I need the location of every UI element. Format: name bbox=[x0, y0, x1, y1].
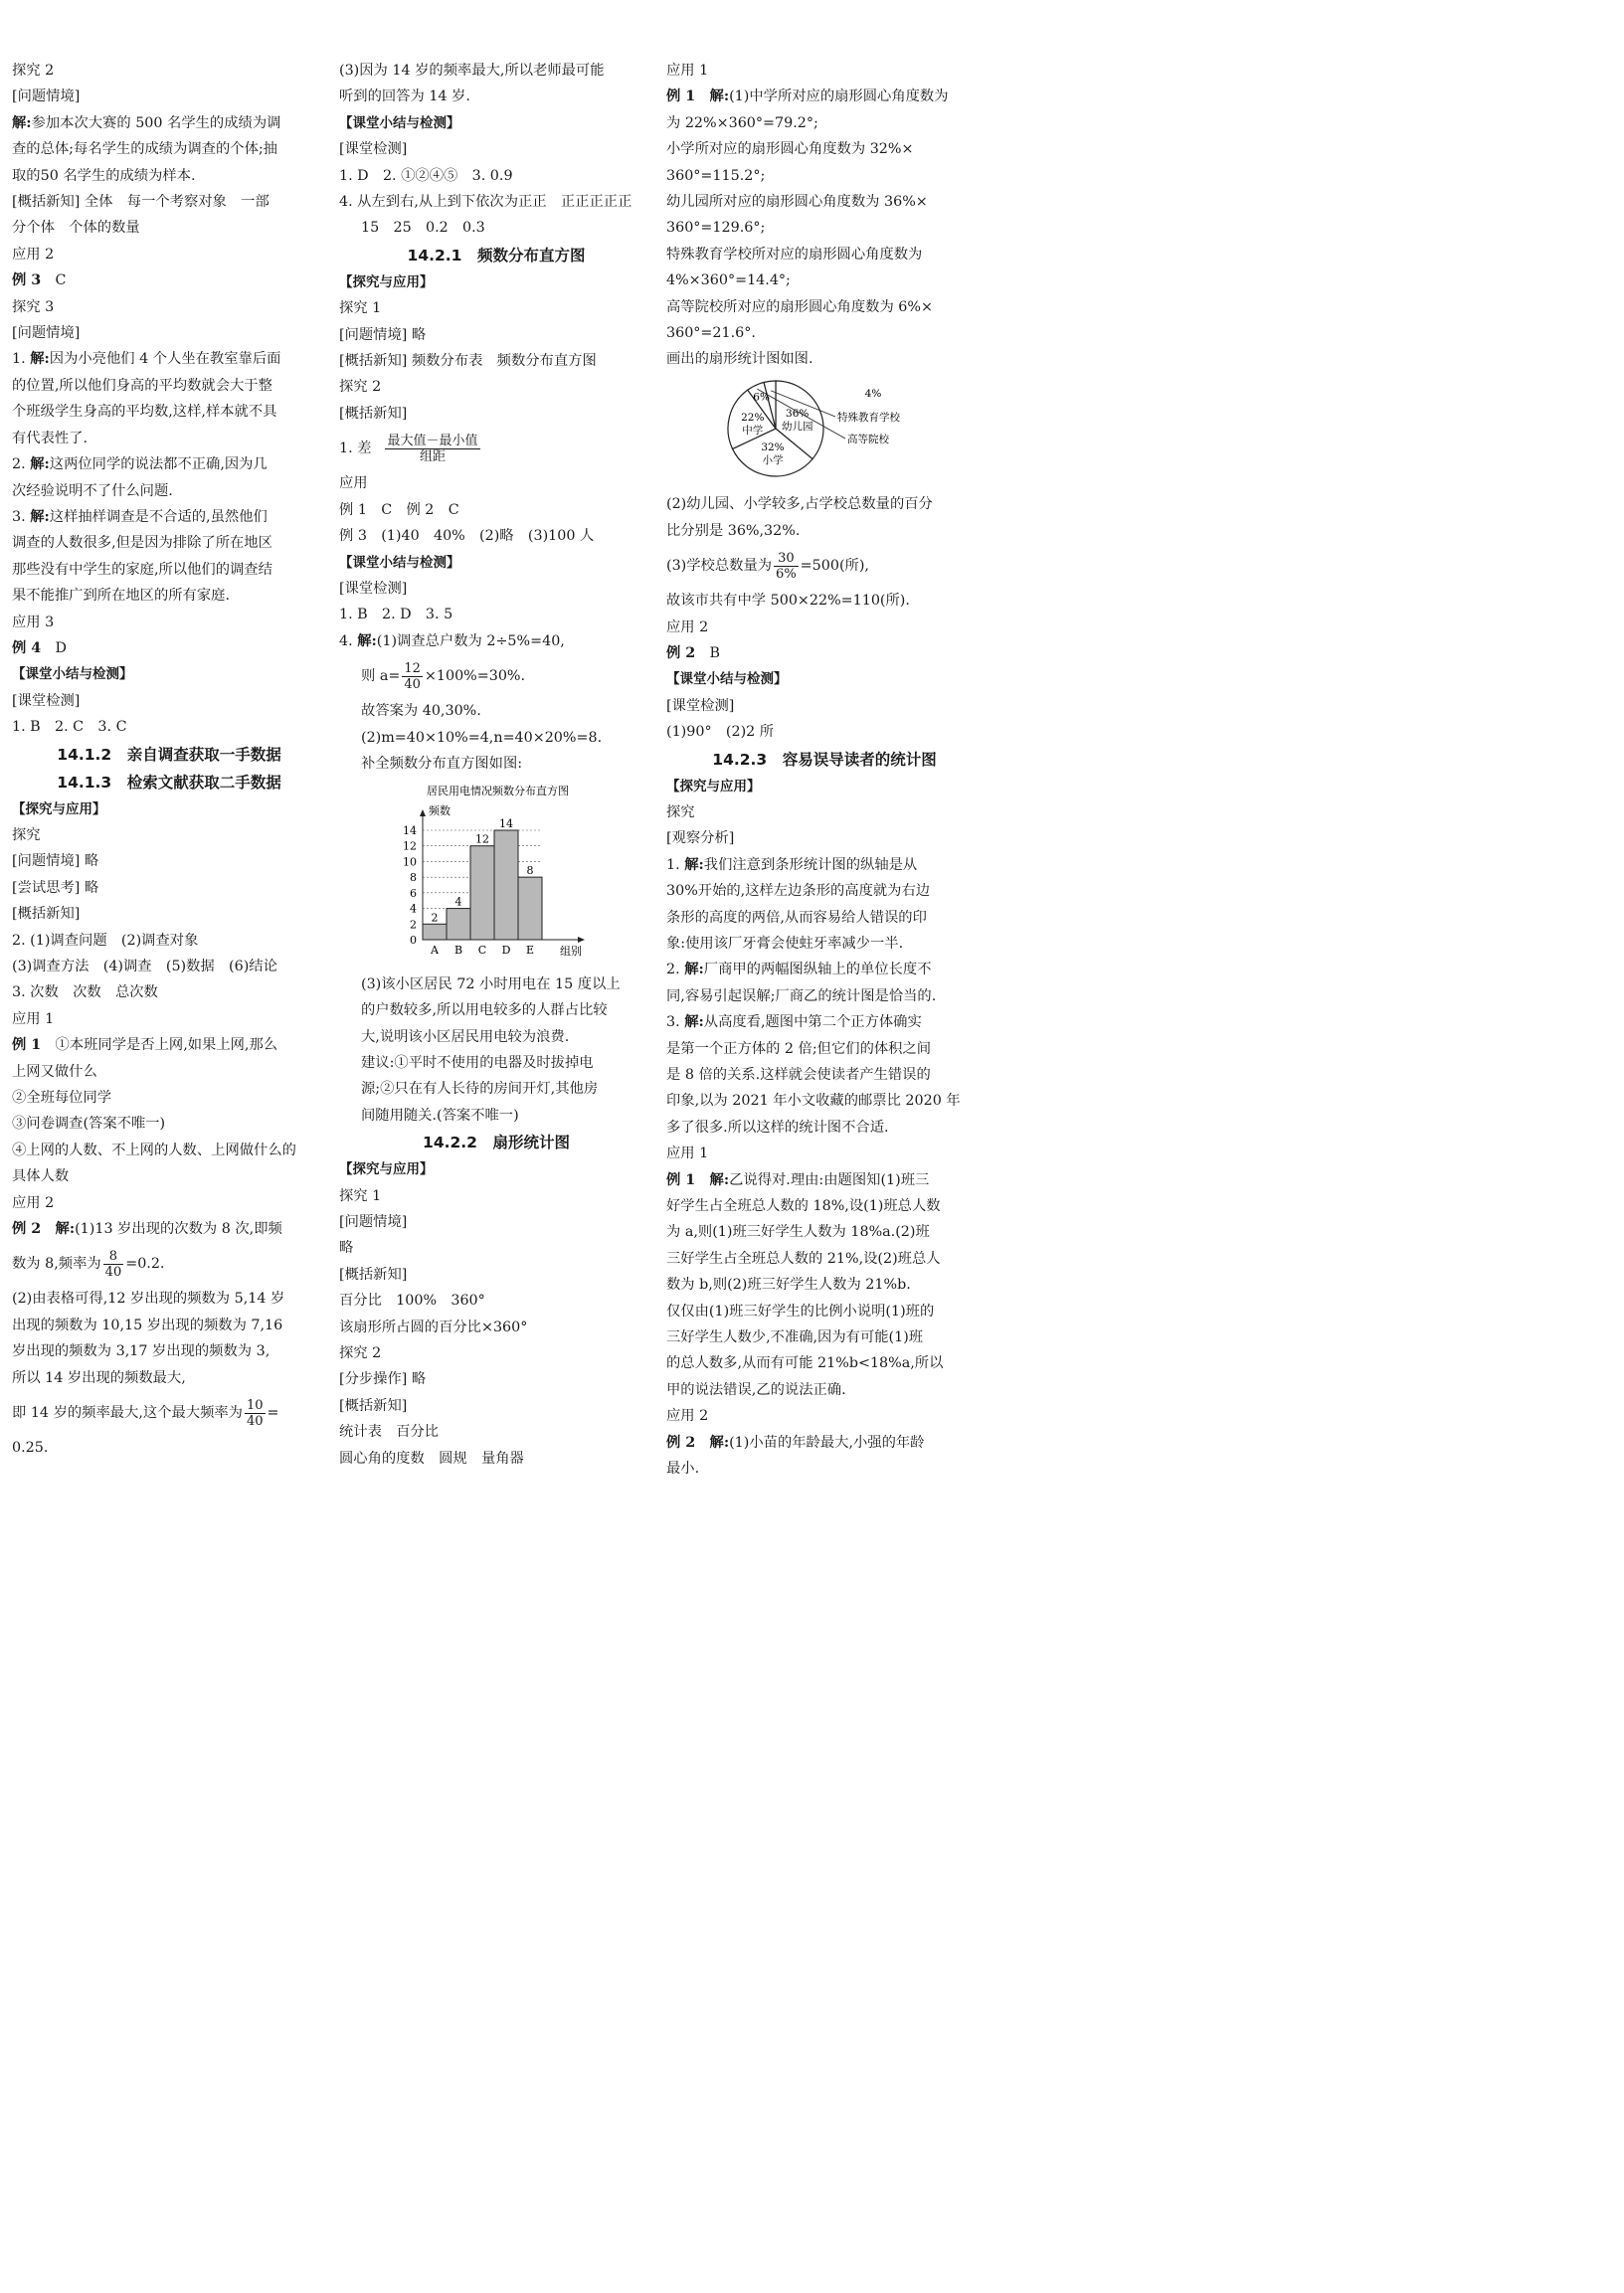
text-line: 同,容易引起误解;厂商乙的统计图是恰当的. bbox=[666, 987, 937, 1004]
pie-pct-label: 32% bbox=[761, 441, 785, 453]
text-line: 的总人数多,从而有可能 21%b<18%a,所以 bbox=[666, 1355, 944, 1372]
text-line: 应用 2 bbox=[666, 618, 709, 635]
text-line: 出现的频数为 10,15 岁出现的频数为 7,16 bbox=[12, 1317, 283, 1333]
y-axis-label: 频数 bbox=[429, 804, 451, 818]
text-line: 听到的回答为 14 岁. bbox=[339, 88, 470, 105]
section-heading: 【探究与应用】 bbox=[12, 800, 106, 817]
y-tick-label: 8 bbox=[410, 871, 417, 885]
text-line: 3. 解:从高度看,题图中第二个正方体确实 bbox=[666, 1014, 922, 1031]
text-line: [概括新知] bbox=[339, 1266, 408, 1283]
text-line: [尝试思考] 略 bbox=[12, 879, 99, 896]
fraction: $\frac{12}{40}$ bbox=[404, 660, 421, 692]
text-line: 条形的高度的两倍,从而容易给人错误的印 bbox=[666, 909, 927, 926]
text-line: 应用 bbox=[339, 475, 368, 492]
text-line: 例 2 解:(1)13 岁出现的次数为 8 次,即频 bbox=[12, 1221, 282, 1238]
text-line: 小学所对应的扇形圆心角度数为 32%× bbox=[666, 141, 914, 158]
pie-slice-label: 特殊教育学校 bbox=[837, 411, 900, 424]
pie-chart bbox=[724, 377, 963, 480]
text-line: 那些没有中学生的家庭,所以他们的调查结 bbox=[12, 561, 272, 578]
text-line: [概括新知] bbox=[339, 1397, 408, 1414]
pie-pct-label: 6% bbox=[753, 391, 770, 404]
text-line: 是第一个正方体的 2 倍;但它们的体积之间 bbox=[666, 1040, 932, 1057]
text-line: [问题情境] 略 bbox=[339, 326, 427, 343]
chapter-heading: 14.2.1 频数分布直方图 bbox=[407, 246, 586, 265]
text-line: 故该市共有中学 500×22%=110(所). bbox=[666, 593, 910, 610]
text-line: 应用 3 bbox=[12, 614, 55, 630]
text-line: 例 3 C bbox=[12, 272, 67, 289]
text-line: [问题情境] bbox=[339, 1214, 408, 1230]
text-line: 0.25. bbox=[12, 1440, 49, 1457]
pie-slice-label: 中学 bbox=[742, 424, 764, 437]
pie-pct-label: 36% bbox=[786, 407, 810, 420]
text-line: 例 1 ①本班同学是否上网,如果上网,那么 bbox=[12, 1037, 278, 1054]
text-line: 探究 1 bbox=[339, 300, 382, 317]
text-line: (2)m=40×10%=4,n=40×20%=8. bbox=[361, 729, 603, 746]
x-tick-label: C bbox=[477, 944, 487, 958]
chapter-heading: 14.1.2 亲自调查获取一手数据 bbox=[57, 745, 281, 764]
text-line: [问题情境] bbox=[12, 325, 81, 342]
pie-slice-label: 小学 bbox=[762, 453, 784, 466]
section-heading: 【探究与应用】 bbox=[339, 1161, 434, 1178]
text-line: 1. B 2. D 3. 5 bbox=[339, 607, 453, 623]
text-line: ③问卷调查(答案不唯一) bbox=[12, 1116, 166, 1133]
text-line: 2. 解:这两位同学的说法都不正确,因为几 bbox=[12, 456, 268, 473]
text-line: 1. D 2. ①②④⑤ 3. 0.9 bbox=[339, 167, 513, 184]
text-line: 应用 1 bbox=[666, 63, 709, 79]
text-line: 应用 1 bbox=[12, 1010, 55, 1027]
text-line: 探究 2 bbox=[339, 379, 382, 396]
text-line: 圆心角的度数 圆规 量角器 bbox=[339, 1450, 524, 1467]
y-tick-label: 6 bbox=[410, 887, 417, 901]
chapter-heading: 14.2.2 扇形统计图 bbox=[423, 1134, 570, 1152]
text-line: 统计表 百分比 bbox=[339, 1424, 440, 1441]
text-line: 解:参加本次大赛的 500 名学生的成绩为调 bbox=[12, 114, 281, 131]
bar-value-label: 4 bbox=[454, 895, 462, 909]
text-line: 3. 次数 次数 总次数 bbox=[12, 984, 158, 1001]
text-line: [概括新知] bbox=[12, 906, 81, 923]
text-line: 上网又做什么 bbox=[12, 1063, 97, 1080]
text-line: 4%×360°=14.4°; bbox=[666, 272, 791, 289]
text-line: 为 a,则(1)班三好学生人数为 18%a.(2)班 bbox=[666, 1224, 930, 1241]
histogram-chart bbox=[365, 781, 624, 960]
text-line: (3)学校总数量为 $\frac{30}{6\%}$ =500(所), bbox=[666, 550, 869, 582]
text-line: [概括新知] bbox=[339, 405, 408, 422]
column-1 bbox=[12, 58, 326, 1462]
text-line: 探究 3 bbox=[12, 298, 55, 315]
text-line: 分个体 个体的数量 bbox=[12, 220, 140, 237]
text-line: (2)幼儿园、小学较多,占学校总数量的百分 bbox=[666, 496, 933, 513]
text-line: 4. 解:(1)调查总户数为 2÷5%=40, bbox=[339, 632, 565, 649]
text-line: 即 14 岁的频率最大,这个最大频率为 $\frac{10}{40}$ = bbox=[12, 1397, 279, 1429]
text-line: 探究 2 bbox=[12, 63, 55, 79]
text-line: 2. 解:厂商甲的两幅图纵轴上的单位长度不 bbox=[666, 962, 932, 978]
text-line: [概括新知] 频数分布表 频数分布直方图 bbox=[339, 353, 597, 370]
text-line: 的位置,所以他们身高的平均数就会大于整 bbox=[12, 377, 272, 394]
chart-title: 居民用电情况频数分布直方图 bbox=[427, 785, 569, 798]
text-line: 数为 8,频率为 $\frac{8}{40}$ =0.2. bbox=[12, 1248, 165, 1280]
text-line: 有代表性了. bbox=[12, 430, 89, 446]
fraction: $\frac{8}{40}$ bbox=[104, 1248, 122, 1280]
text-line: 15 25 0.2 0.3 bbox=[361, 220, 485, 237]
bar-value-label: 12 bbox=[475, 833, 489, 847]
text-line: 是 8 倍的关系.这样就会使读者产生错误的 bbox=[666, 1067, 931, 1083]
fraction: $\frac{10}{40}$ bbox=[246, 1397, 264, 1429]
text-line: 探究 2 bbox=[339, 1345, 382, 1362]
y-tick-label: 0 bbox=[410, 934, 417, 948]
text-line: 补全频数分布直方图如图: bbox=[361, 755, 523, 772]
text-line: 源;②只在有人长待的房间开灯,其他房 bbox=[361, 1081, 599, 1098]
text-line: 个班级学生身高的平均数,这样,样本就不具 bbox=[12, 404, 277, 421]
section-heading: 【探究与应用】 bbox=[339, 273, 434, 290]
text-line: 例 1 C 例 2 C bbox=[339, 501, 459, 518]
text-line: 建议:①平时不使用的电器及时拔掉电 bbox=[361, 1054, 594, 1071]
text-line: [观察分析] bbox=[666, 830, 735, 847]
text-line: 大,说明该小区居民用电较为浪费. bbox=[361, 1028, 570, 1045]
text-line: 所以 14 岁出现的频数最大, bbox=[12, 1369, 186, 1386]
text-line: [课堂检测] bbox=[339, 580, 408, 597]
text-line: 次经验说明不了什么问题. bbox=[12, 482, 173, 499]
text-line: 取的50 名学生的成绩为样本. bbox=[12, 167, 196, 184]
column-2 bbox=[339, 58, 653, 1472]
text-line: 360°=129.6°; bbox=[666, 220, 766, 237]
chapter-heading: 14.2.3 容易误导读者的统计图 bbox=[712, 750, 937, 769]
section-heading: 【课堂小结与检测】 bbox=[339, 114, 460, 131]
text-line: 画出的扇形统计图如图. bbox=[666, 351, 813, 368]
y-tick-label: 12 bbox=[403, 840, 417, 854]
text-line: 2. (1)调查问题 (2)调查对象 bbox=[12, 932, 199, 949]
section-heading: 【课堂小结与检测】 bbox=[339, 554, 460, 571]
pie-slice-label: 幼儿园 bbox=[781, 420, 813, 433]
text-line: ②全班每位同学 bbox=[12, 1090, 112, 1107]
text-line: 果不能推广到所在地区的所有家庭. bbox=[12, 588, 230, 605]
text-line: 探究 bbox=[12, 826, 41, 843]
text-line: [课堂检测] bbox=[12, 692, 81, 709]
section-heading: 【课堂小结与检测】 bbox=[12, 666, 133, 683]
text-line: 例 4 D bbox=[12, 639, 67, 656]
bar-value-label: 8 bbox=[526, 864, 534, 878]
text-line: [课堂检测] bbox=[339, 141, 408, 158]
x-tick-label: A bbox=[431, 944, 439, 958]
bar-value-label: 14 bbox=[499, 817, 513, 831]
text-line: 应用 2 bbox=[12, 246, 55, 263]
text-line: 360°=21.6°. bbox=[666, 325, 756, 342]
text-line: (2)由表格可得,12 岁出现的频数为 5,14 岁 bbox=[12, 1291, 285, 1308]
text-line: 4. 从左到右,从上到下依次为正正 正正正正正 bbox=[339, 194, 632, 211]
fraction: $\frac{\text{最大值－最小值}}{\text{组距}}$ bbox=[387, 433, 478, 464]
text-line: 该扇形所占圆的百分比×360° bbox=[339, 1319, 528, 1335]
text-line: 百分比 100% 360° bbox=[339, 1293, 485, 1310]
text-line: (1)90° (2)2 所 bbox=[666, 724, 775, 741]
text-line: 则 a= $\frac{12}{40}$ ×100%=30%. bbox=[361, 660, 526, 692]
text-line: 特殊教育学校所对应的扇形圆心角度数为 bbox=[666, 246, 923, 263]
text-line: 探究 1 bbox=[339, 1187, 382, 1204]
text-line: 故答案为 40,30%. bbox=[361, 703, 481, 720]
text-line: 间随用随关.(答案不唯一) bbox=[361, 1107, 519, 1124]
histogram-bar bbox=[470, 846, 494, 940]
text-line: 具体人数 bbox=[12, 1168, 70, 1185]
text-line: [课堂检测] bbox=[666, 697, 735, 714]
pie-pct-label: 22% bbox=[741, 411, 765, 424]
text-line: (3)该小区居民 72 小时用电在 15 度以上 bbox=[361, 975, 621, 992]
text-line: 略 bbox=[339, 1240, 354, 1257]
text-line: 例 2 解:(1)小苗的年龄最大,小强的年龄 bbox=[666, 1434, 925, 1451]
text-line: [概括新知] 全体 每一个考察对象 一部 bbox=[12, 194, 270, 211]
text-line: 仅仅由(1)班三好学生的比例小说明(1)班的 bbox=[666, 1303, 935, 1320]
y-tick-label: 10 bbox=[403, 855, 417, 869]
text-line: [问题情境] 略 bbox=[12, 853, 99, 870]
text-line: 应用 1 bbox=[666, 1146, 709, 1162]
section-heading: 【课堂小结与检测】 bbox=[666, 671, 788, 688]
text-line: 数为 b,则(2)班三好学生人数为 21%b. bbox=[666, 1277, 911, 1294]
text-line: [分步操作] 略 bbox=[339, 1371, 427, 1388]
x-tick-label: E bbox=[525, 944, 535, 958]
pie-pct-label: 4% bbox=[864, 387, 882, 400]
y-tick-label: 14 bbox=[403, 824, 417, 838]
text-line: 象:使用该厂牙膏会使蛀牙率减少一半. bbox=[666, 935, 904, 952]
histogram-bar bbox=[447, 909, 470, 940]
text-line: 高等院校所对应的扇形圆心角度数为 6%× bbox=[666, 298, 933, 315]
x-axis-arrow bbox=[578, 937, 585, 943]
text-line: 应用 2 bbox=[666, 1408, 709, 1425]
text-line: 例 1 解:乙说得对.理由:由题图知(1)班三 bbox=[666, 1171, 930, 1188]
text-line: 好学生占全班总人数的 18%,设(1)班总人数 bbox=[666, 1198, 941, 1215]
bar-value-label: 2 bbox=[431, 911, 439, 925]
text-line: 为 22%×360°=79.2°; bbox=[666, 114, 818, 131]
text-line: 例 3 (1)40 40% (2)略 (3)100 人 bbox=[339, 528, 595, 545]
fraction: $\frac{30}{6\%}$ bbox=[776, 550, 797, 582]
text-line: 查的总体;每名学生的成绩为调查的个体;抽 bbox=[12, 141, 277, 158]
text-line: 岁出现的频数为 3,17 岁出现的频数为 3, bbox=[12, 1343, 271, 1360]
text-line: 360°=115.2°; bbox=[666, 167, 766, 184]
text-line: 最小. bbox=[666, 1461, 700, 1478]
histogram-bar bbox=[494, 830, 518, 940]
text-line: 例 1 解:(1)中学所对应的扇形圆心角度数为 bbox=[666, 88, 949, 105]
chapter-heading: 14.1.3 检索文献获取二手数据 bbox=[57, 773, 281, 792]
text-line: 甲的说法错误,乙的说法正确. bbox=[666, 1381, 846, 1398]
text-line: 印象,以为 2021 年小文收藏的邮票比 2020 年 bbox=[666, 1093, 961, 1110]
text-line: (3)调查方法 (4)调查 (5)数据 (6)结论 bbox=[12, 959, 277, 974]
x-tick-label: D bbox=[501, 944, 511, 958]
histogram-bar bbox=[423, 925, 447, 941]
text-line: 30%开始的,这样左边条形的高度就为右边 bbox=[666, 883, 931, 900]
y-axis-arrow bbox=[420, 809, 426, 816]
text-line: 调查的人数很多,但是因为排除了所在地区 bbox=[12, 535, 272, 552]
text-line: 三好学生占全班总人数的 21%,设(2)班总人 bbox=[666, 1250, 941, 1267]
text-line: 多了很多.所以这样的统计图不合适. bbox=[666, 1119, 889, 1136]
x-tick-label: B bbox=[453, 944, 463, 958]
text-line: 三好学生人数少,不准确,因为有可能(1)班 bbox=[666, 1329, 924, 1346]
y-tick-label: 2 bbox=[410, 918, 417, 932]
histogram-bar bbox=[518, 877, 542, 940]
text-line: 幼儿园所对应的扇形圆心角度数为 36%× bbox=[666, 194, 928, 211]
text-line: 比分别是 36%,32%. bbox=[666, 522, 801, 539]
text-line: 的户数较多,所以用电较多的人群占比较 bbox=[361, 1002, 608, 1019]
text-line: (3)因为 14 岁的频率最大,所以老师最可能 bbox=[339, 63, 605, 79]
y-tick-label: 4 bbox=[410, 902, 417, 916]
section-heading: 【探究与应用】 bbox=[666, 778, 761, 794]
text-line: 例 2 B bbox=[666, 644, 721, 661]
column-3 bbox=[666, 58, 983, 1483]
text-line: 1. 解:因为小亮他们 4 个人坐在教室靠后面 bbox=[12, 351, 281, 368]
text-line: 1. 解:我们注意到条形统计图的纵轴是从 bbox=[666, 856, 918, 873]
text-line: 探究 bbox=[666, 803, 695, 820]
pie-slice-label: 高等院校 bbox=[847, 433, 889, 445]
text-line: 应用 2 bbox=[12, 1194, 55, 1211]
text-line: ④上网的人数、不上网的人数、上网做什么的 bbox=[12, 1142, 296, 1158]
text-line: 1. B 2. C 3. C bbox=[12, 719, 127, 736]
text-line: 1. 差 $\frac{\text{最大值－最小值}}{\text{组距}}$ bbox=[339, 433, 478, 464]
x-axis-label: 组别 bbox=[560, 945, 582, 959]
text-line: [问题情境] bbox=[12, 88, 81, 105]
text-line: 3. 解:这样抽样调查是不合适的,虽然他们 bbox=[12, 508, 268, 525]
